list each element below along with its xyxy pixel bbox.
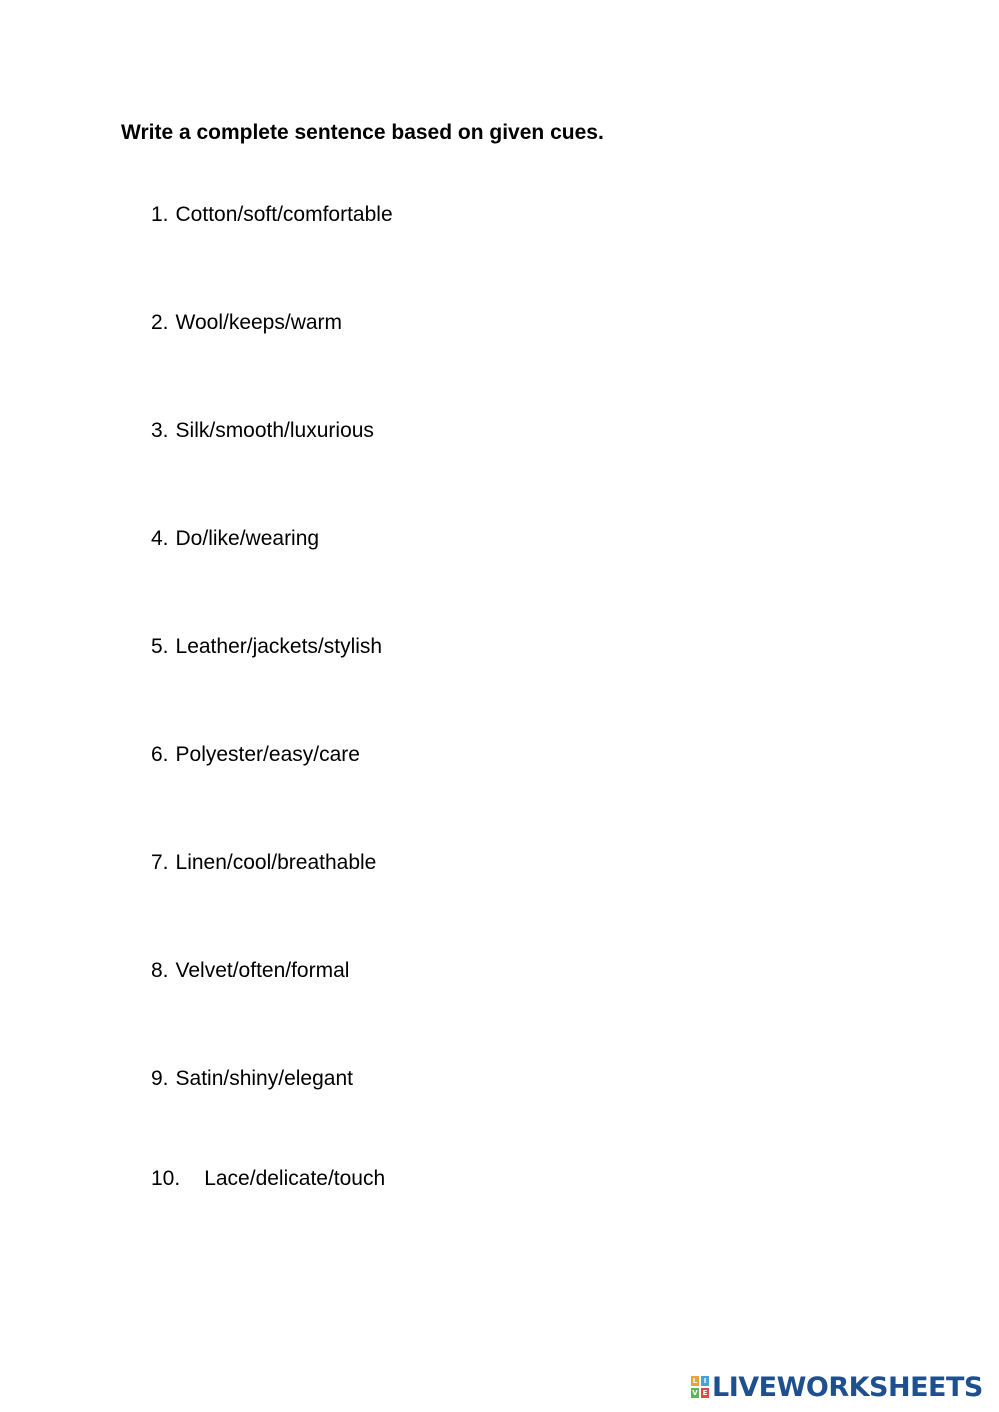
cue-item-1	[151, 203, 393, 227]
cue-text: Cotton/soft/comfortable	[175, 203, 393, 226]
cue-text: Silk/smooth/luxurious	[175, 419, 374, 442]
instruction-heading: Write a complete sentence based on given cues.	[121, 121, 604, 144]
logo-icon-letter: E	[702, 1389, 708, 1397]
cue-text: Satin/shiny/elegant	[175, 1067, 353, 1090]
cue-item-4	[151, 527, 319, 551]
cue-item-7	[151, 851, 376, 875]
logo-icon-letter: L	[692, 1377, 698, 1385]
cue-item-6	[151, 743, 360, 767]
cue-item-9	[151, 1067, 353, 1091]
logo-text: LIVEWORKSHEETS	[712, 1371, 983, 1403]
cue-item-5	[151, 635, 382, 659]
item-number: 8.	[151, 959, 169, 982]
item-number: 3.	[151, 419, 169, 442]
item-number: 2.	[151, 311, 169, 334]
liveworksheets-logo	[691, 1372, 983, 1402]
cue-text: Polyester/easy/care	[175, 743, 360, 766]
item-number: 1.	[151, 203, 169, 226]
logo-icon-letter: V	[692, 1389, 698, 1397]
item-number: 9.	[151, 1067, 169, 1090]
logo-icon-letter: I	[701, 1376, 709, 1386]
cue-item-10	[151, 1167, 385, 1191]
item-number: 10.	[151, 1167, 181, 1190]
cue-text: Do/like/wearing	[175, 527, 320, 550]
item-number: 7.	[151, 851, 169, 874]
cue-text: Wool/keeps/warm	[175, 311, 343, 334]
item-number: 4.	[151, 527, 169, 550]
item-number: 5.	[151, 635, 169, 658]
cue-item-3	[151, 419, 374, 443]
logo-icon	[691, 1376, 709, 1398]
item-number: 6.	[151, 743, 169, 766]
cue-text: Lace/delicate/touch	[204, 1167, 386, 1190]
cue-text: Leather/jackets/stylish	[175, 635, 383, 658]
cue-item-8	[151, 959, 349, 983]
cue-item-2	[151, 311, 342, 335]
cue-text: Linen/cool/breathable	[175, 851, 377, 874]
cue-text: Velvet/often/formal	[175, 959, 350, 982]
